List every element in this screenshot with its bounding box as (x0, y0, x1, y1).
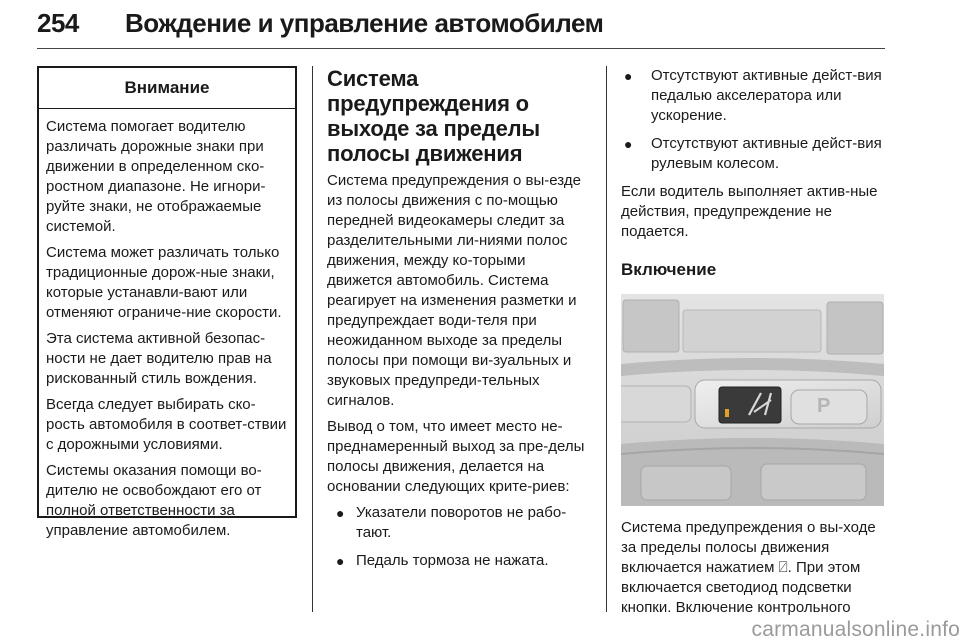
chapter-title: Вождение и управление автомобилем (125, 8, 604, 38)
bullet-icon: ● (336, 553, 345, 569)
section-heading: Система предупреждения о выходе за пределы полосы движения (327, 66, 540, 166)
page-number: 254 (37, 8, 79, 38)
dashboard-photo (621, 294, 884, 506)
warning-paragraph: Система может различать только традиционные дорож-ные знаки, которые устанавли-вают или отменяют ограниче-ние скорости. (46, 244, 282, 321)
warning-paragraph: Эта система активной безопас-ности не дает водителю прав на рискованный стиль вождения. (46, 330, 272, 387)
criteria-list-continued (621, 66, 885, 174)
middle-column (327, 66, 589, 579)
park-assist-button-label: P (817, 395, 831, 417)
list-item: ● Отсутствуют активные дейст-вия педалью акселератора или ускорение. (624, 67, 882, 124)
header-rule (37, 48, 885, 49)
warning-box (37, 66, 297, 539)
warning-body (39, 109, 295, 541)
subheading-activation: Включение (621, 260, 717, 279)
list-item: ● Педаль тормоза не нажата. (336, 552, 549, 569)
section-paragraph: Система предупреждения о вы-езде из полосы движения с по-мощью передней видеокамеры следит за разделительными ли-ниями полос движения, между ко-торыми движется автомобиль. Система реагирует на изменения разметки и предупреждает води-теля при неожиданном выходе за пределы полосы при помощи ви-зуальных и звуковых предупреди-тельных сигналов. (327, 172, 581, 409)
list-item: ● Отсутствуют активные дейст-вия рулевым колесом. (624, 135, 882, 172)
dashboard-illustration (621, 294, 884, 506)
column-divider-left (312, 66, 313, 612)
warning-title: Внимание (39, 68, 295, 109)
warning-paragraph: Всегда следует выбирать ско-рость автомобиля в соответ-ствии с дорожными условиями. (46, 396, 287, 453)
list-item: ● Указатели поворотов не рабо-тают. (336, 504, 567, 541)
criteria-list (327, 503, 589, 571)
column-divider-right (606, 66, 607, 612)
bullet-icon: ● (624, 136, 633, 152)
warning-paragraph: Система помогает водителю различать дорожные знаки при движении в определенном ско-ростном диапазоне. Не игнори-руйте знаки, не отображаемые системой. (46, 118, 266, 235)
section-paragraph: Вывод о том, что имеет место не-преднамеренный выход за пре-делы полосы движения, делается на основании следующих крите-риев: (327, 418, 585, 495)
watermark: carmanualsonline.info (751, 618, 960, 641)
right-column (621, 66, 885, 624)
section-paragraph: Система предупреждения о вы-ходе за пределы полосы движения включается нажатием ⍁. При этом включается светодиод подсветки кнопки. Включение контрольного (621, 519, 876, 616)
warning-paragraph: Системы оказания помощи во-дителю не освобождают его от полной ответственности за управление автомобилем. (46, 462, 262, 539)
page-header (37, 8, 885, 44)
bullet-icon: ● (624, 68, 633, 84)
bullet-icon: ● (336, 505, 345, 521)
section-paragraph: Если водитель выполняет актив-ные действия, предупреждение не подается. (621, 183, 878, 240)
